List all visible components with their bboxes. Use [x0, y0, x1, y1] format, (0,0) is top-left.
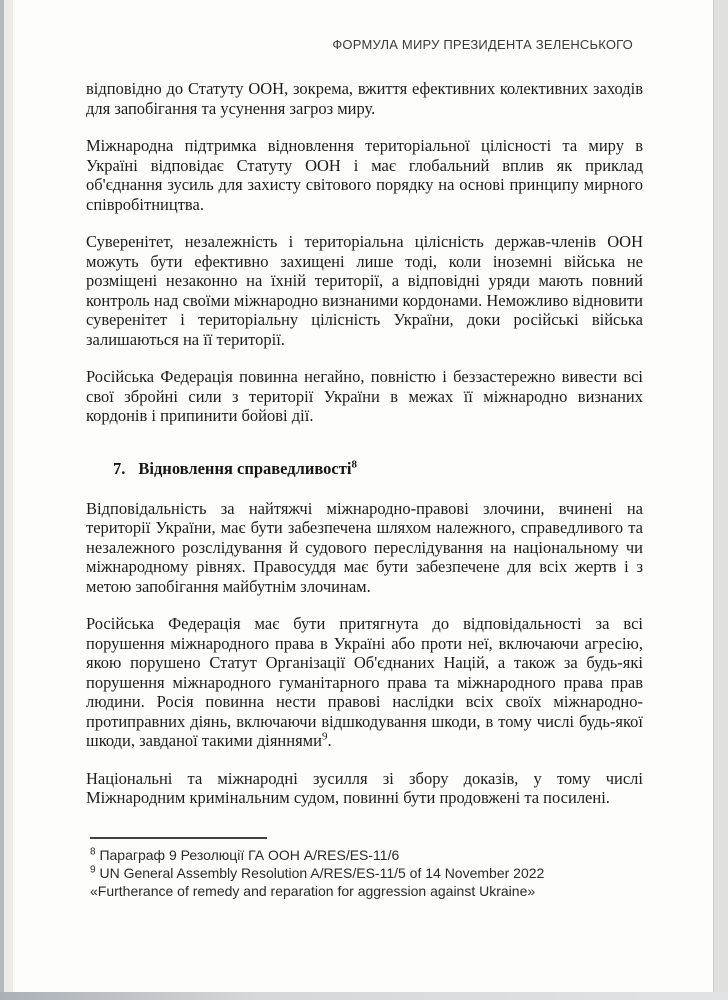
- paragraph-russia-responsibility-tail: .: [327, 731, 332, 750]
- photo-edge-bottom: [0, 992, 728, 1000]
- paragraph-russia-responsibility: [86, 614, 643, 751]
- footnotes-section: [86, 837, 643, 900]
- footnote-ref-9: 9: [321, 730, 328, 743]
- paragraph-un-charter-measures: відповідно до Статуту ООН, зокрема, вжиття ефективних колективних заходів для запобігання та усунення загроз миру.: [86, 79, 643, 118]
- footnote-8-marker: 8: [90, 845, 96, 857]
- section-title: Відновлення справедливості: [138, 458, 352, 478]
- photo-edge-right: [713, 0, 728, 1000]
- footnote-8-text: Параграф 9 Резолюції ГА ООН A/RES/ES-11/6: [99, 846, 400, 863]
- footnote-separator-rule: [90, 837, 267, 839]
- paragraph-russia-responsibility-text: Російська Федерація має бути притягнута до відповідальності за всі порушення міжнародного права в Україні або проти неї, включаючи агресію, якою порушено Статут Організації Об'єднаних Націй, а також за будь-які порушення міжнародного гуманітарного права та міжнародного права прав людини. Росія повинна нести правові наслідки всіх своїх міжнародно-протиправних діянь, включаючи відшкодування шкоди, в тому числі будь-якої шкоди, завданої такими діяннями: [86, 614, 643, 750]
- paragraph-accountability-crimes: Відповідальність за найтяжчі міжнародно-правові злочини, вчинені на території України, має бути забезпечена шляхом належного, справедливого та незалежного розслідування й судового переслідування на національному чи міжнародному рівнях. Правосуддя має бути забезпечене для всіх жертв і з метою запобігання майбутнім злочинам.: [86, 498, 643, 596]
- section-number: 7.: [113, 458, 126, 478]
- footnote-9-continuation: [86, 882, 643, 900]
- section-heading-restoration-of-justice: [113, 459, 643, 479]
- footnote-8: [86, 846, 643, 864]
- paragraph-troop-withdrawal: Російська Федерація повинна негайно, повністю і беззастережно вивести всі свої збройні сили з території України в межах її міжнародно визнаних кордонів і припинити бойові дії.: [86, 367, 643, 425]
- paragraph-evidence-collection: Національні та міжнародні зусилля зі збору доказів, у тому числі Міжнародним кримінальним судом, повинні бути продовжені та посилені.: [86, 768, 643, 807]
- paragraph-international-support: Міжнародна підтримка відновлення територіальної цілісності та миру в Україні відповідає Статуту ООН і має глобальний вплив як приклад об'єднання зусиль для захисту світового порядку на основі принципу мирного співробітництва.: [86, 136, 643, 214]
- paragraph-sovereignty-territorial-integrity: Суверенітет, незалежність і територіальна цілісність держав-членів ООН можуть бути ефективно захищені лише тоді, коли іноземні війська не розміщені незаконно на їхній території, а відповідні уряди мають повний контроль над своїми міжнародно визнаними кордонами. Неможливо відновити суверенітет і територіальну цілісність України, доки російські війська залишаються на її території.: [86, 232, 643, 349]
- footnote-9-marker: 9: [90, 863, 96, 875]
- photo-edge-left-light: [4, 0, 13, 1000]
- footnote-9-text: UN General Assembly Resolution A/RES/ES-11/5 of 14 November 2022: [99, 864, 545, 881]
- document-page: [86, 0, 643, 900]
- footnote-9-continuation-text: «Furtherance of remedy and reparation for aggression against Ukraine»: [90, 882, 536, 899]
- running-header-title: ФОРМУЛА МИРУ ПРЕЗИДЕНТА ЗЕЛЕНСЬКОГО: [332, 37, 633, 52]
- footnote-9: [86, 864, 643, 882]
- footnote-ref-8: 8: [351, 458, 357, 470]
